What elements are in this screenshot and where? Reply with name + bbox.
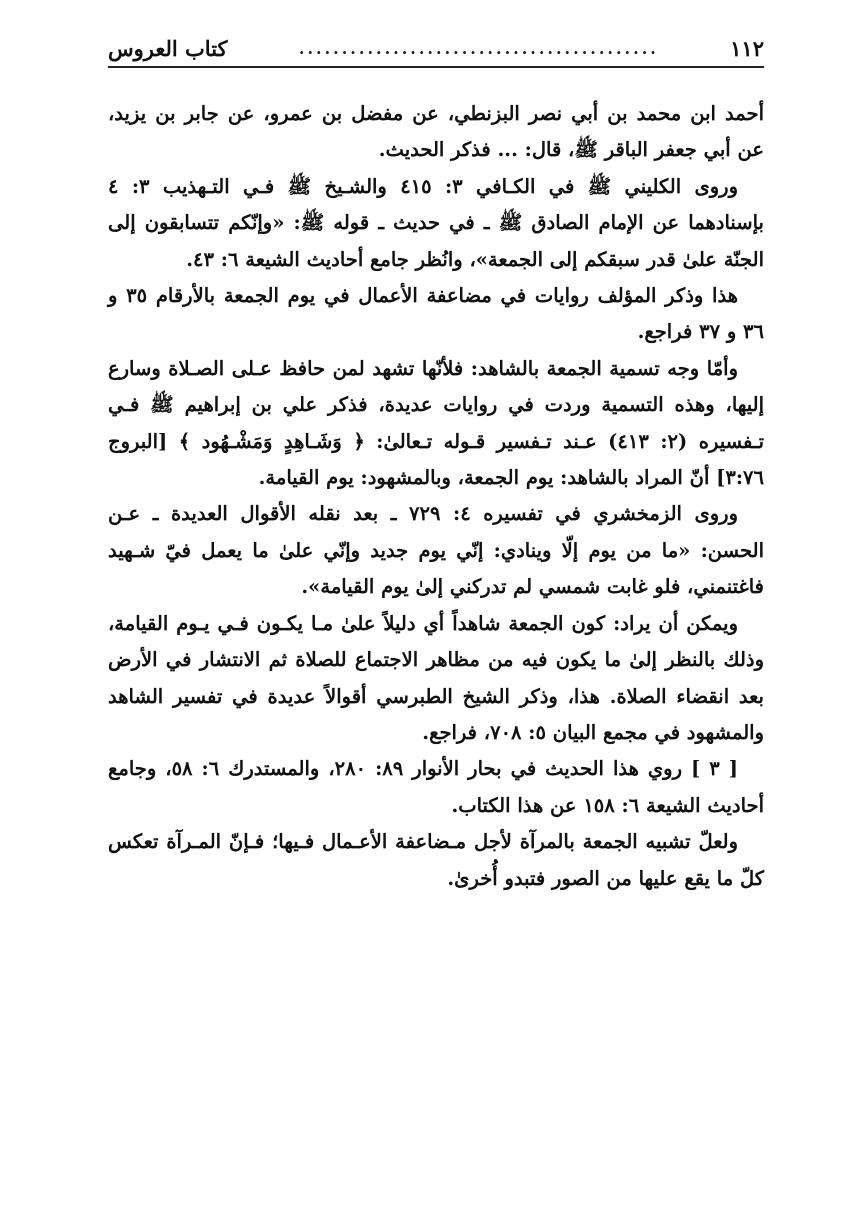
paragraph-kulayni-narration: وروى الكليني ﷺ في الكـافي ٣: ٤١٥ والشـيخ ﷺ فـي التـهذيب ٣: ٤ بإسنادهما عن الإمام الصادق ﷺ ـ في حديث ـ قوله ﷺ: «وإنّكم تتسابقون إلى الجنّة علىٰ قدر سبقكم إلى الجمعة»، وانُظر جامع أحاديث الشيعة ٦: ٤٣. <box>108 174 764 271</box>
header-dot-leader: .......................................... <box>298 38 659 58</box>
paragraph-day-of-judgement: ويمكن أن يراد: كون الجمعة شاهداً أي دليلاً علىٰ مـا يكـون فـي يـوم القيامة، وذلك بالنظر إلىٰ ما يكون فيه من مظاهر الاجتماع للصلاة ثم الانتشار في الأرض بعد انقضاء الصلاة. هذا، وذكر الشيخ الطبرسي أقوالاً عديدة في تفسير الشاهد والمشهود في مجمع البيان ٥: ٧٠٨، فراجع. <box>108 611 764 744</box>
page-body <box>108 96 764 897</box>
paragraph-witness-naming: وأمّا وجه تسمية الجمعة بالشاهد: فلأنّها تشهد لمن حافظ عـلى الصـلاة وسارع إليها، وهذه التسمية وردت في روايات عديدة، فذكر علي بن إبراهيم ﷺ فـي تـفسيره (٢: ٤١٣) عـند تـفسير قـوله تـعالىٰ: ﴿ وَشَـاهِدٍ وَمَشْـهُود ﴾ [البروج ٣:٧٦] أنّ المراد بالشاهد: يوم الجمعة، وبالمشهود: يوم القيامة. <box>108 356 764 490</box>
paragraph-chain-of-narration: أحمد ابن محمد بن أبي نصر البزنطي، عن مفضل بن عمرو، عن جابر بن يزيد، عن أبي جعفر الباقر ﷺ، قال: ... فذكر الحديث. <box>108 102 764 162</box>
paragraph-mirror-analogy: ولعلّ تشبيه الجمعة بالمرآة لأجل مـضاعفة الأعـمال فـيها؛ فـإنّ المـرآة تعكس كلّ ما يقع عليها من الصور فتبدو أُخرىٰ. <box>108 830 764 890</box>
paragraph-footnote-3: [ ٣ ] روي هذا الحديث في بحار الأنوار ٨٩: ٢٨٠، والمستدرك ٦: ٥٨، وجامع أحاديث الشيعة ٦: ١٥٨ عن هذا الكتاب. <box>108 757 764 817</box>
paragraph-multiplied-deeds: هذا وذكر المؤلف روايات في مضاعفة الأعمال في يوم الجمعة بالأرقام ٣٥ و ٣٦ و ٣٧ فراجع. <box>108 284 764 344</box>
running-header <box>108 30 764 68</box>
book-title: كتاب العروس <box>108 35 228 61</box>
paragraph-zamakhshari: وروى الزمخشري في تفسيره ٤: ٧٢٩ ـ بعد نقله الأقوال العديدة ـ عـن الحسن: «ما من يوم إلّا وينادي: إنّي يوم جديد وإنّي علىٰ ما يعمل فيّ شـهيد فاغتنمني، فلو غابت شمسي لم تدركني إلىٰ يوم القيامة». <box>108 502 764 599</box>
page-number: ١١٢ <box>730 35 764 61</box>
